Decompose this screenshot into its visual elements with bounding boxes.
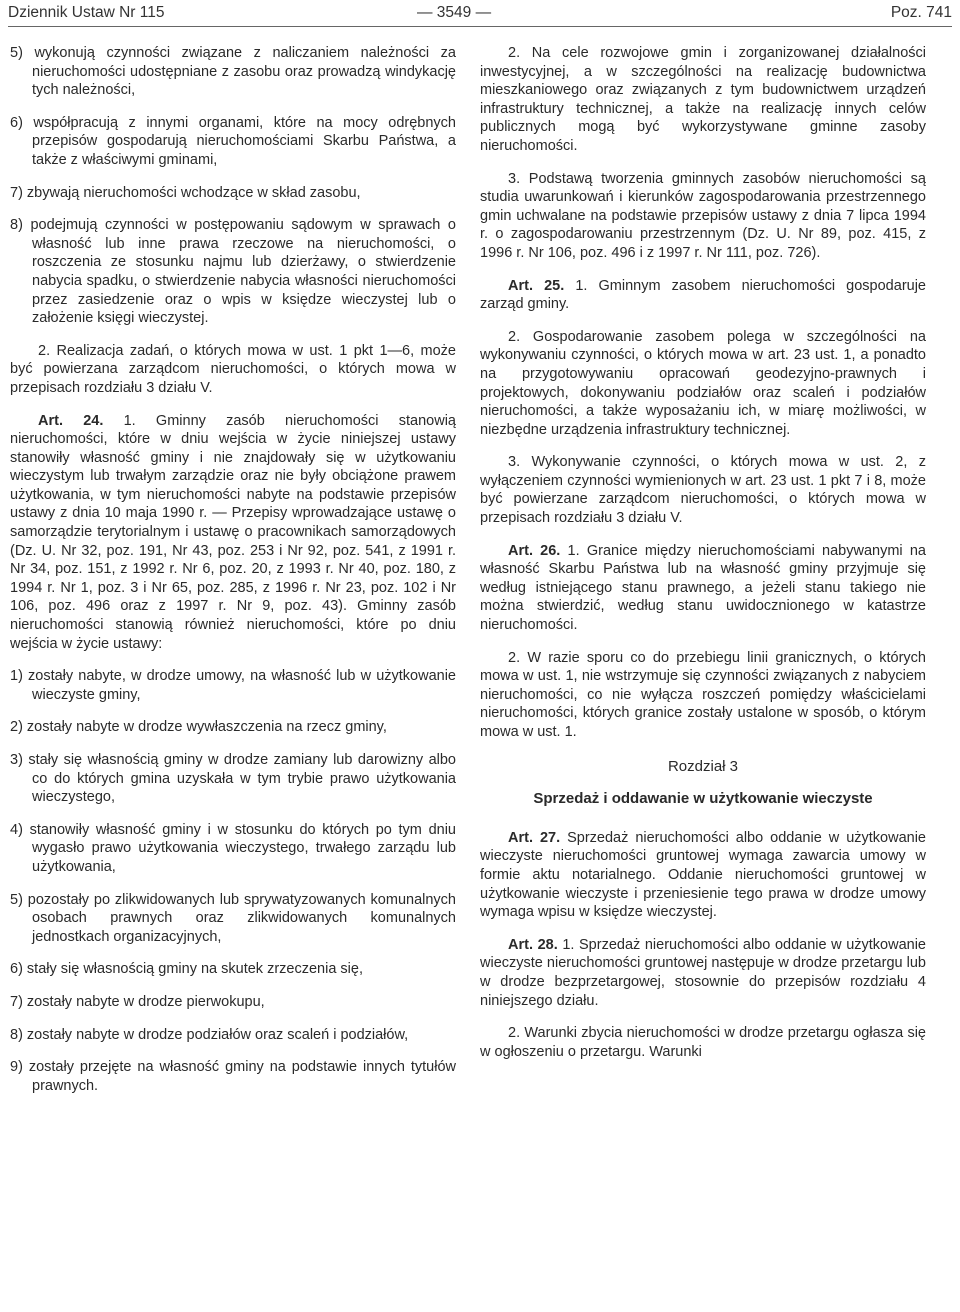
paragraph: 2. Gospodarowanie zasobem polega w szczególności na wykonywaniu czynności, o których mowa w art. 23 ust. 1, a ponadto na przygotowywaniu opracowań geodezyjno-prawnych i projektowych, dokonywaniu podziałów oraz scaleń i podziałów nieruchomości, a także wyposażaniu ich, w miarę możliwości, w niezbędne urządzenia infrastruktury technicznej.	[480, 328, 926, 438]
journal-title: Dziennik Ustaw Nr 115	[8, 4, 165, 21]
article-label: Art. 27.	[508, 829, 561, 846]
list-item: 7) zbywają nieruchomości wchodzące w skład zasobu,	[10, 184, 361, 201]
paragraph: 2. Warunki zbycia nieruchomości w drodze przetargu ogłasza się w ogłoszeniu o przetargu. Warunki	[480, 1025, 926, 1060]
article-text: 1. Gminny zasób nieruchomości stanowią nieruchomości, które w dniu wejścia w życie niniejszej ustawy stanowiły własność gminy i nie znajdowały się w użytkowaniu wieczystym lub trwałym zarządzie oraz nie były obciążone prawem użytkowania, w tym nieruchomości nabyte na podstawie przepisów ustawy z dnia 10 maja 1990 r. — Przepisy wprowadzające ustawę o samorządzie terytorialnym i ustawę o pracownikach samorządowych (Dz. U. Nr 32, poz. 191, Nr 43, poz. 253 i Nr 92, poz. 541, z 1991 r. Nr 34, poz. 151, z 1992 r. Nr 6, poz. 20, z 1993 r. Nr 40, poz. 180, z 1994 r. Nr 1, poz. 3 i Nr 65, poz. 285, z 1996 r. Nr 23, poz. 102 i Nr 106, poz. 496 oraz z 1997 r. Nr 9, poz. 43). Gminny zasób nieruchomości stanowią również nieruchomości, które po dniu wejścia w życie ustawy:	[10, 412, 456, 652]
article-label: Art. 25.	[508, 277, 565, 294]
list-item: 5) pozostały po zlikwidowanych lub sprywatyzowanych komunalnych osobach prawnych oraz zlikwidowanych komunalnych jednostkach organizacyjnych,	[10, 891, 456, 945]
paragraph: 2. Na cele rozwojowe gmin i zorganizowanej działalności inwestycyjnej, a w szczególności na realizację budownictwa mieszkaniowego oraz związanych z tym budownictwem urządzeń infrastruktury technicznej, a także na realizację innych celów publicznych mogą być wykorzystywane gminne zasoby nieruchomości.	[480, 45, 926, 154]
article-text: 1. Sprzedaż nieruchomości albo oddanie w użytkowanie wieczyste nieruchomości gruntowej następuje w drodze przetargu lub w drodze bezprzetargowej, stosownie do przepisów rozdziału 4 niniejszego działu.	[480, 936, 926, 1009]
list-item: 8) zostały nabyte w drodze podziałów oraz scaleń i podziałów,	[10, 1026, 409, 1043]
article-text: Sprzedaż nieruchomości albo oddanie w użytkowanie wieczyste nieruchomości gruntowej wymaga zawarcia umowy w formie aktu notarialnego. Oddanie nieruchomości gruntowej w użytkowanie wieczyste i przeniesienie tego prawa w drodze umowy wymaga wpisu w księdze wieczystej.	[480, 829, 926, 921]
list-item: 1) zostały nabyte, w drodze umowy, na własność lub w użytkowanie wieczyste gminy,	[10, 668, 456, 703]
list-item: 9) zostały przejęte na własność gminy na podstawie innych tytułów prawnych.	[10, 1059, 456, 1094]
chapter-title: Sprzedaż i oddawanie w użytkowanie wieczyste	[533, 790, 873, 808]
article-label: Art. 24.	[38, 412, 104, 429]
list-item: 6) współpracują z innymi organami, które na mocy odrębnych przepisów gospodarują nieruchomościami Skarbu Państwa, a także z właściwymi gminami,	[10, 114, 456, 168]
list-item: 5) wykonują czynności związane z naliczaniem należności za nieruchomości udostępniane z zasobu oraz prowadzą windykację tych należności,	[10, 45, 456, 99]
list-item: 7) zostały nabyte w drodze pierwokupu,	[10, 993, 265, 1010]
right-column	[480, 44, 926, 1075]
article-24	[10, 412, 456, 654]
article-label: Art. 26.	[508, 542, 561, 559]
article-label: Art. 28.	[508, 936, 558, 953]
article-text: 1. Gminnym zasobem nieruchomości gospodaruje zarząd gminy.	[480, 277, 926, 313]
list-item: 8) podejmują czynności w postępowaniu sądowym w sprawach o własność lub inne prawa rzeczowe na nieruchomości, o roszczenia ze stosunku najmu lub dzierżawy, o stwierdzenie nabycia spadku, o stwierdzenie nabycia własności nieruchomości przez zasiedzenie oraz o wpis w księdze wieczystej lub o założenie księgi wieczystej.	[10, 217, 456, 327]
paragraph: 2. W razie sporu co do przebiegu linii granicznych, o których mowa w ust. 1, nie wstrzymuje się czynności związanych z nabyciem nieruchomości, co nie wyłącza roszczeń pomiędzy właścicielami nieruchomości, których granice zostały ustalone w sposób, o którym mowa w ust. 1.	[480, 649, 926, 740]
left-column	[10, 44, 456, 1109]
list-item: 4) stanowiły własność gminy i w stosunku do których po tym dniu wygasło prawo użytkowania wieczystego, trwałego zarządu lub użytkowania,	[10, 821, 456, 875]
paragraph: 3. Wykonywanie czynności, o których mowa w ust. 2, z wyłączeniem czynności wymienionych w art. 23 ust. 1 pkt 7 i 8, może być powierzane zarządcom nieruchomości, o których mowa w przepisach rozdziału 3 działu V.	[480, 454, 926, 527]
page-header	[8, 4, 952, 26]
header-rule	[8, 26, 952, 27]
article-25	[480, 277, 926, 314]
article-text: 1. Granice między nieruchomościami nabywanymi na własność Skarbu Państwa lub na własność gminy przyjmuje się według istniejącego stanu prawnego, a jeżeli stanu takiego nie można stwierdzić, według stanu uwidocznionego w katastrze nieruchomości.	[480, 542, 926, 634]
article-27	[480, 829, 926, 922]
article-26	[480, 542, 926, 635]
article-28	[480, 936, 926, 1010]
position-number: Poz. 741	[890, 4, 952, 21]
page-number: — 3549 —	[417, 4, 492, 21]
list-item: 6) stały się własnością gminy na skutek zrzeczenia się,	[10, 961, 363, 978]
list-item: 3) stały się własnością gminy w drodze zamiany lub darowizny albo co do których gmina uzyskała w tym trybie prawo użytkowania wieczystego,	[10, 752, 456, 806]
list-item: 2) zostały nabyte w drodze wywłaszczenia na rzecz gminy,	[10, 719, 387, 736]
chapter-number: Rozdział 3	[667, 757, 739, 775]
paragraph: 3. Podstawą tworzenia gminnych zasobów nieruchomości są studia uwarunkowań i kierunków zagospodarowania przestrzennego gmin uchwalane na podstawie przepisów ustawy z dnia 7 lipca 1994 r. o zagospodarowaniu przestrzennym (Dz. U. Nr 89, poz. 415, z 1996 r. Nr 106, poz. 496 i z 1997 r. Nr 111, poz. 726).	[480, 170, 926, 261]
paragraph: 2. Realizacja zadań, o których mowa w ust. 1 pkt 1—6, może być powierzana zarządcom nieruchomości, o których mowa w przepisach rozdziału 3 działu V.	[10, 342, 456, 396]
